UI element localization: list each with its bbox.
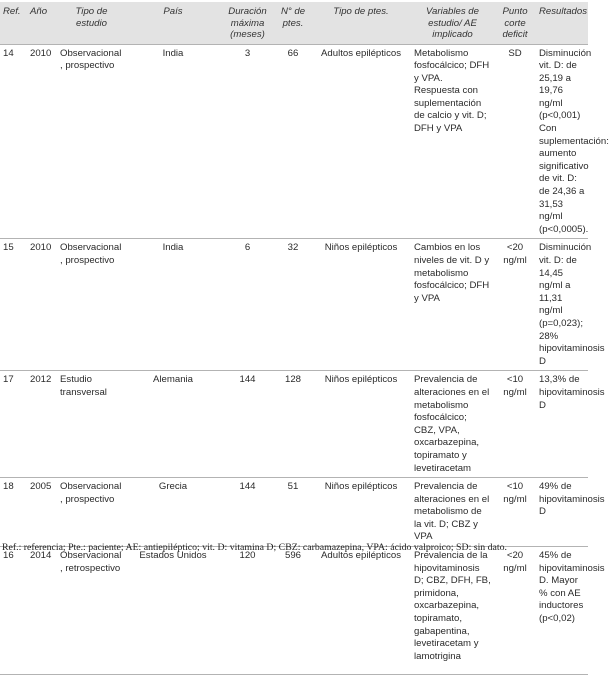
table-row: [0, 371, 588, 478]
header-variables: Variables de estudio/ AE implicado: [411, 2, 494, 44]
cell-study-type: Observacional , retrospectivo: [60, 550, 122, 574]
cell-cutoff: <20 ng/ml: [503, 242, 527, 266]
cell-variables: Prevalencia de la hipovitaminosis D; CBZ, DFH, FB, primidona, oxcarbazepina, topiramato, gabapentina, levetiracetam y lamotrigina: [414, 550, 491, 662]
table-row: [0, 44, 588, 239]
cell-year: 2010: [30, 242, 52, 254]
cell-patient-type: Niños epilépticos: [324, 374, 398, 386]
cell-patient-count: 32: [287, 242, 299, 254]
cell-patient-count: 128: [284, 374, 301, 386]
cell-study-type: Observacional , prospectivo: [60, 242, 122, 266]
cell-results: Disminución vit. D: de 25,19 a 19,76 ng/ml (p<0,001) Con suplementación: aumento significativo de vit. D: de 24,36 a 31,53 ng/ml (p<0,0005).: [539, 47, 609, 235]
header-year: Año: [27, 2, 57, 44]
study-table: [0, 2, 609, 675]
cell-study-type: Estudio transversal: [60, 374, 107, 398]
cell-year: 2010: [30, 47, 52, 59]
cell-ref: 14: [3, 47, 14, 59]
cell-duration: 120: [239, 550, 256, 562]
cell-cutoff: <10 ng/ml: [503, 374, 527, 398]
cell-study-type: Observacional , prospectivo: [60, 47, 122, 72]
cell-patient-count: 66: [287, 47, 299, 59]
cell-results: 45% de hipovitaminosis D. Mayor % con AE inductores (p<0,02): [539, 550, 605, 625]
cell-results: 13,3% de hipovitaminosis D: [539, 374, 605, 411]
cell-ref: 15: [3, 242, 14, 254]
header-ref: Ref.: [0, 2, 27, 44]
header-patient-count: N° de ptes.: [275, 2, 311, 44]
cell-results: Disminución vit. D: de 14,45 ng/ml a 11,31 ng/ml (p=0,023); 28% hipovitaminosis D: [539, 242, 605, 367]
cell-duration: 6: [244, 242, 251, 254]
cell-results: 49% de hipovitaminosis D: [539, 481, 605, 518]
cell-country: India: [162, 47, 184, 59]
cell-variables: Metabolismo fosfocálcico; DFH y VPA. Respuesta con suplementación de calcio y vit. D; DFH y VPA: [414, 47, 490, 135]
table-header-row: [0, 2, 588, 44]
cell-patient-count: 596: [284, 550, 301, 562]
header-patient-type: Tipo de ptes.: [311, 2, 411, 44]
cell-patient-type: Niños epilépticos: [324, 481, 398, 493]
cell-patient-type: Niños epilépticos: [324, 242, 398, 254]
cell-patient-type: Adultos epilépticos: [321, 550, 401, 562]
header-cutoff: Punto corte deficit: [494, 2, 536, 44]
cell-patient-count: 51: [287, 481, 299, 493]
cell-duration: 144: [239, 374, 256, 386]
table-row: [0, 239, 588, 371]
header-results: Resultados: [536, 2, 588, 44]
header-study-type: Tipo de estudio: [57, 2, 126, 44]
cell-variables: Prevalencia de alteraciones en el metabolismo de la vit. D; CBZ y VPA: [414, 481, 490, 543]
cell-ref: 18: [3, 481, 14, 493]
study-table-container: [0, 2, 609, 675]
cell-cutoff: <20 ng/ml: [503, 550, 527, 574]
cell-study-type: Observacional , prospectivo: [60, 481, 122, 505]
cell-country: Grecia: [158, 481, 188, 493]
cell-duration: 144: [239, 481, 256, 493]
cell-patient-type: Adultos epilépticos: [321, 47, 401, 59]
cell-ref: 17: [3, 374, 14, 386]
table-row: [0, 547, 588, 675]
table-row: [0, 478, 588, 547]
cell-country: Estados Unidos: [139, 550, 207, 562]
cell-cutoff: <10 ng/ml: [503, 481, 527, 505]
cell-year: 2012: [30, 374, 52, 386]
cell-variables: Cambios en los niveles de vit. D y metabolismo fosfocálcico; DFH y VPA: [414, 242, 490, 304]
cell-ref: 16: [3, 550, 14, 562]
header-country: País: [126, 2, 220, 44]
table-footnote: Ref.: referencia; Pte.: paciente; AE: antiepiléptico; vit. D: vitamina D; CBZ: carbamazepina, VPA: ácido valproico; SD: sin dato.: [2, 542, 507, 553]
cell-year: 2005: [30, 481, 52, 493]
cell-cutoff: SD: [508, 47, 522, 59]
cell-country: India: [162, 242, 184, 254]
cell-year: 2014: [30, 550, 52, 562]
header-duration: Duración máxima (meses): [220, 2, 275, 44]
cell-country: Alemania: [153, 374, 193, 386]
cell-duration: 3: [244, 47, 251, 59]
cell-variables: Prevalencia de alteraciones en el metabolismo fosfocálcico; CBZ, VPA, oxcarbazepina, topiramato y levetiracetam: [414, 374, 490, 474]
